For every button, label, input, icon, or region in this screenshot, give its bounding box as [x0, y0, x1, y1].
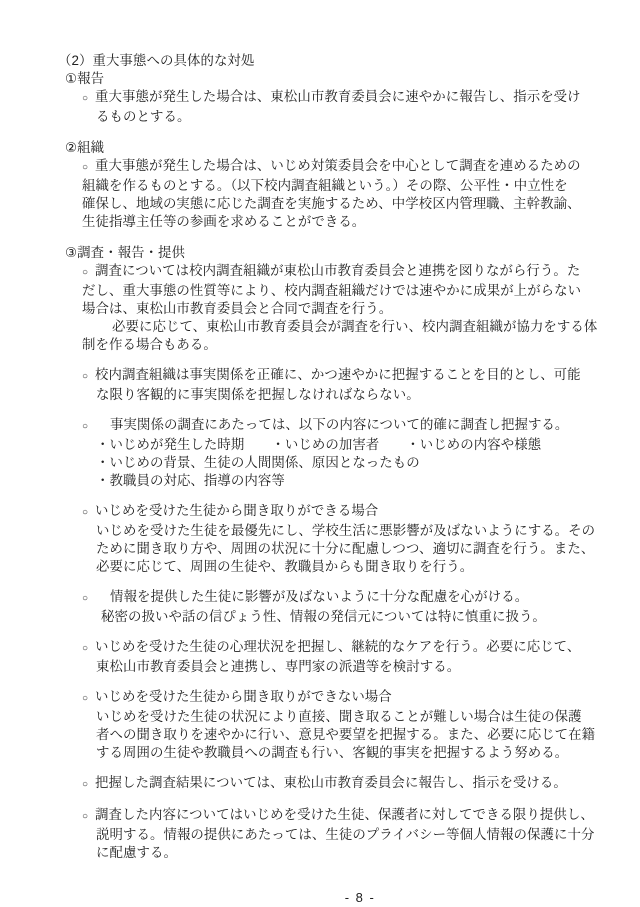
circle-bullet-marker: ○: [82, 643, 89, 654]
bullet-line: [82, 502, 622, 522]
text-line: ために聞き取り方や、周囲の状況に十分に配慮しつつ、適切に調査を行う。また、: [96, 541, 595, 556]
section-investigation: [58, 244, 622, 862]
text-line: だし、重大事態の性質等により、校内調査組織だけでは速やかに成果が上がらない: [82, 283, 582, 298]
bullet-line: [82, 262, 622, 282]
bullet-line: [82, 638, 622, 658]
text-line: する周囲の生徒や教職員への調査も行い、客観的事実を把握するよう努める。: [96, 745, 569, 760]
paragraph: [58, 262, 622, 354]
text-line: 把握した調査結果については、東松山市教育委員会に報告し、指示を受ける。: [95, 775, 567, 790]
section-label: ②組織: [65, 140, 105, 155]
text-line: 調査については校内調査組織が東松山市教育委員会と連携を図りながら行う。た: [95, 263, 581, 278]
text-line: 必要に応じて、周囲の生徒や、教職員からも聞き取りを行う。: [96, 559, 474, 574]
paragraph: [58, 774, 622, 794]
bullet-line: [82, 588, 622, 608]
text-line: 校内調査組織は事実関係を正確に、かつ速やかに把握することを目的とし、可能: [95, 367, 581, 382]
text-line: 事実関係の調査にあたっては、以下の内容について的確に調査し把握する。: [110, 417, 569, 432]
circle-bullet-marker: ○: [82, 93, 89, 104]
bullet-line: [82, 774, 622, 794]
bullet-line: [82, 806, 622, 826]
paragraph: [58, 806, 622, 862]
text-line: いじめを受けた生徒の状況により直接、聞き取ることが難しい場合は生徒の保護: [96, 709, 582, 724]
text-line: 必要に応じて、東松山市教育委員会が調査を行い、校内調査組織が協力をする体: [112, 319, 598, 334]
bullet-line: [82, 688, 622, 708]
text-line: 秘密の扱いや話の信ぴょう性、情報の発信元については特に慎重に扱う。: [101, 609, 546, 624]
text-line: ・教職員の対応、指導の内容等: [96, 473, 285, 488]
section-report: [58, 70, 622, 126]
section-label: ①報告: [65, 71, 105, 86]
page-number: - 8 -: [344, 890, 376, 905]
text-line: ・いじめの背景、生徒の人間関係、原因となったもの: [96, 455, 420, 470]
text-line: 確保し、地域の実態に応じた調査を実施するため、中学校区内管理職、主幹教諭、: [82, 196, 581, 211]
section-organization: [58, 139, 622, 231]
bullet-line: [82, 157, 622, 177]
text-line: に配慮する。: [96, 845, 177, 860]
bullet-line: [82, 366, 622, 386]
circle-bullet-marker: ○: [82, 162, 89, 173]
text-line: 重大事態が発生した場合は、いじめ対策委員会を中心として調査を連めるための: [95, 158, 581, 173]
circle-bullet-marker: ○: [82, 811, 89, 822]
text-line: いじめを受けた生徒から聞き取りができる場合: [95, 503, 379, 518]
circle-bullet-marker: ○: [82, 779, 89, 790]
text-line: るものとする。: [96, 109, 191, 124]
text-line: な限り客観的に事実関係を把握しなければならない。: [96, 387, 420, 402]
paragraph: [58, 416, 622, 490]
circle-bullet-marker: ○: [82, 421, 89, 432]
circle-bullet-marker: ○: [82, 693, 89, 704]
text-line: 制を作る場合もある。: [82, 337, 217, 352]
text-line: 組織を作るものとする。（以下校内調査組織という。）その際、公平性・中立性を: [82, 178, 568, 193]
paragraph: [58, 638, 622, 676]
paragraph: [58, 157, 622, 231]
text-line: 場合は、東松山市教育委員会と合同で調査を行う。: [82, 301, 393, 316]
bullet-line: [82, 416, 622, 436]
circle-bullet-marker: ○: [82, 371, 89, 382]
paragraph: [58, 502, 622, 576]
text-line: 調査した内容についてはいじめを受けた生徒、保護者に対してできる限り提供し、: [95, 807, 594, 822]
text-line: 情報を提供した生徒に影響が及ばないように十分な配慮を心がける。: [110, 589, 529, 604]
paragraph: [58, 366, 622, 404]
text-line: いじめを受けた生徒を最優先にし、学校生活に悪影響が及ばないようにする。その: [96, 523, 596, 538]
text-line: ・いじめが発生した時期 ・いじめの加害者 ・いじめの内容や様態: [96, 437, 542, 452]
paragraph: [58, 88, 622, 126]
circle-bullet-marker: ○: [82, 507, 89, 518]
circle-bullet-marker: ○: [82, 593, 89, 604]
bullet-line: [82, 88, 622, 108]
text-line: 者への聞き取りを速やかに行い、意見や要望を把握する。また、必要に応じて在籍: [96, 727, 596, 742]
text-line: 東松山市教育委員会と連携し、専門家の派遣等を検討する。: [96, 659, 461, 674]
paragraph: [58, 688, 622, 762]
section-label: ③調査・報告・提供: [65, 245, 186, 260]
text-line: 生徒指導主任等の参画を求めることができる。: [82, 214, 366, 229]
text-line: いじめを受けた生徒から聞き取りができない場合: [95, 689, 392, 704]
text-line: 説明する。情報の提供にあたっては、生徒のプライバシー等個人情報の保護に十分: [96, 827, 595, 842]
text-line: 重大事態が発生した場合は、東松山市教育委員会に速やかに報告し、指示を受け: [95, 89, 581, 104]
circle-bullet-marker: ○: [82, 267, 89, 278]
paragraph: [58, 588, 622, 626]
document-heading: （2）重大事態への具体的な対処: [58, 53, 255, 68]
text-line: いじめを受けた生徒の心理状況を把握し、継続的なケアを行う。必要に応じて、: [95, 639, 581, 654]
